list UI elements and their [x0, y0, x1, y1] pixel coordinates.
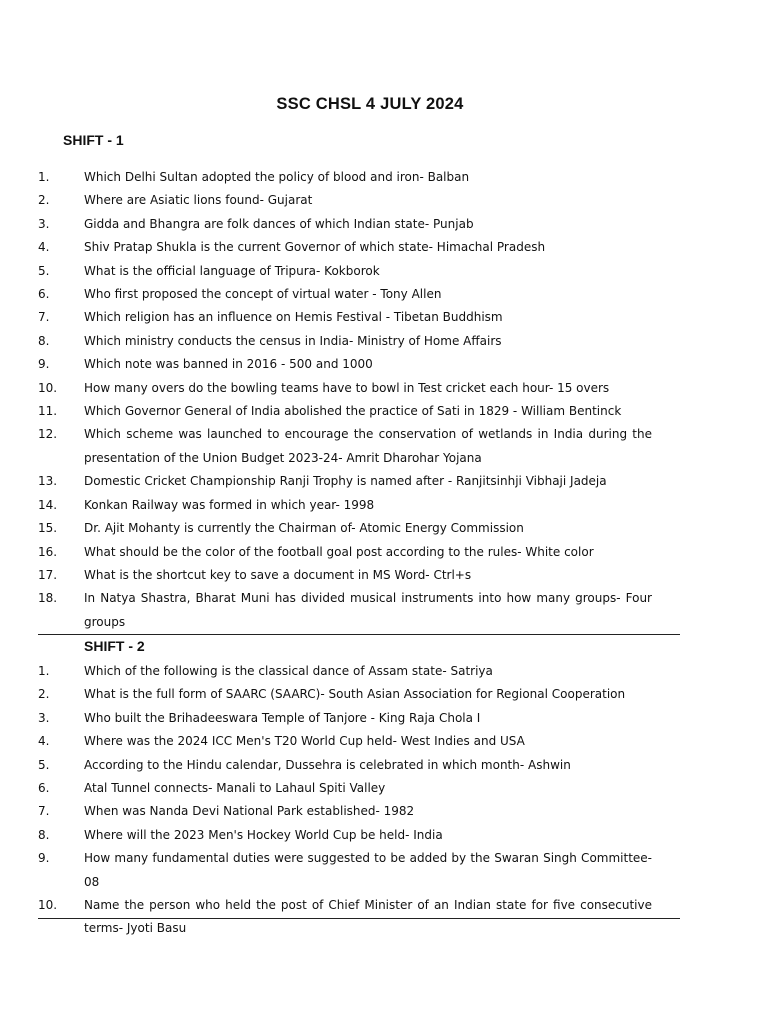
question-item [38, 236, 688, 259]
question-number: 10. [38, 380, 58, 395]
question-text: According to the Hindu calendar, Dussehra is celebrated in which month- Ashwin [84, 757, 571, 772]
question-item [38, 260, 688, 283]
question-item [38, 587, 688, 634]
shift-2-question-list [38, 660, 688, 941]
question-item [38, 494, 688, 517]
question-item [38, 800, 688, 823]
question-text: Which religion has an influence on Hemis Festival - Tibetan Buddhism [84, 310, 503, 325]
question-number: 1. [38, 170, 50, 184]
question-text: What is the shortcut key to save a document in MS Word- Ctrl+s [84, 567, 472, 582]
question-number: 15. [38, 521, 58, 536]
question-text: Which Governor General of India abolished the practice of Sati in 1829 - William Bentinck [84, 404, 622, 419]
question-text: What is the full form of SAARC (SAARC)- South Asian Association for Regional Cooperation [84, 687, 626, 702]
question-item [38, 353, 688, 376]
question-text: Atal Tunnel connects- Manali to Lahaul Spiti Valley [84, 781, 386, 796]
question-number: 16. [38, 544, 58, 559]
question-number: 9. [38, 851, 50, 866]
question-text: Where will the 2023 Men's Hockey World Cup be held- India [84, 827, 443, 842]
question-item [38, 306, 688, 329]
question-text: Which Delhi Sultan adopted the policy of blood and iron- Balban [84, 170, 470, 184]
question-text: In Natya Shastra, Bharat Muni has divided musical instruments into how many groups- Four groups [84, 591, 652, 629]
page-title: SSC CHSL 4 JULY 2024 [276, 95, 464, 113]
question-number: 7. [38, 310, 50, 325]
question-item [38, 189, 688, 212]
question-number: 12. [38, 427, 58, 442]
question-text: How many fundamental duties were suggested to be added by the Swaran Singh Committee- 08 [84, 851, 652, 889]
question-text: When was Nanda Devi National Park established- 1982 [84, 804, 415, 819]
question-text: Domestic Cricket Championship Ranji Trophy is named after - Ranjitsinhji Vibhaji Jadeja [84, 474, 607, 489]
question-number: 11. [38, 404, 58, 419]
question-text: Where are Asiatic lions found- Gujarat [84, 193, 313, 208]
question-number: 2. [38, 687, 50, 702]
section-divider [38, 634, 680, 635]
question-text: Which scheme was launched to encourage the conservation of wetlands in India during the presentation of the Union Budget 2023-24- Amrit Dharohar Yojana [84, 427, 652, 465]
question-item [38, 377, 688, 400]
question-text: Which ministry conducts the census in India- Ministry of Home Affairs [84, 333, 502, 348]
question-item [38, 166, 688, 189]
question-text: Konkan Railway was formed in which year- 1998 [84, 497, 375, 512]
question-number: 8. [38, 827, 50, 842]
question-number: 4. [38, 240, 50, 255]
question-item [38, 847, 688, 894]
question-number: 10. [38, 898, 58, 913]
question-number: 13. [38, 474, 58, 489]
question-number: 17. [38, 567, 58, 582]
question-number: 3. [38, 216, 50, 231]
section-divider [38, 918, 680, 919]
question-text: Where was the 2024 ICC Men's T20 World Cup held- West Indies and USA [84, 734, 525, 749]
question-number: 6. [38, 287, 50, 302]
question-number: 8. [38, 333, 50, 348]
question-number: 6. [38, 781, 50, 796]
question-text: What is the official language of Tripura- Kokborok [84, 263, 380, 278]
question-item [38, 470, 688, 493]
question-item [38, 707, 688, 730]
question-item [38, 754, 688, 777]
shift-1-question-list [38, 166, 688, 634]
question-item [38, 423, 688, 470]
question-number: 7. [38, 804, 50, 819]
question-number: 5. [38, 757, 50, 772]
question-item [38, 660, 688, 683]
question-item [38, 541, 688, 564]
question-text: Who built the Brihadeeswara Temple of Tanjore - King Raja Chola I [84, 710, 481, 725]
question-text: What should be the color of the football goal post according to the rules- White color [84, 544, 594, 559]
question-number: 18. [38, 591, 58, 606]
question-number: 9. [38, 357, 50, 372]
question-text: Shiv Pratap Shukla is the current Governor of which state- Himachal Pradesh [84, 240, 546, 255]
question-text: Name the person who held the post of Chief Minister of an Indian state for five consecutive terms- Jyoti Basu [84, 898, 652, 936]
question-item [38, 564, 688, 587]
question-item [38, 330, 688, 353]
question-item [38, 213, 688, 236]
question-text: Gidda and Bhangra are folk dances of which Indian state- Punjab [84, 216, 474, 231]
question-number: 2. [38, 193, 50, 208]
question-number: 5. [38, 263, 50, 278]
question-item [38, 283, 688, 306]
shift-1-heading: SHIFT - 1 [63, 132, 124, 148]
question-item [38, 777, 688, 800]
question-number: 3. [38, 710, 50, 725]
question-item [38, 517, 688, 540]
question-number: 14. [38, 497, 58, 512]
question-item [38, 824, 688, 847]
question-text: Which of the following is the classical dance of Assam state- Satriya [84, 664, 493, 678]
question-text: How many overs do the bowling teams have to bowl in Test cricket each hour- 15 overs [84, 380, 610, 395]
question-text: Which note was banned in 2016 - 500 and 1000 [84, 357, 373, 372]
question-item [38, 400, 688, 423]
question-text: Dr. Ajit Mohanty is currently the Chairman of- Atomic Energy Commission [84, 521, 524, 536]
question-item [38, 730, 688, 753]
question-text: Who first proposed the concept of virtual water - Tony Allen [84, 287, 442, 302]
question-item [38, 683, 688, 706]
shift-2-heading: SHIFT - 2 [84, 638, 145, 654]
question-number: 1. [38, 664, 50, 678]
question-number: 4. [38, 734, 50, 749]
